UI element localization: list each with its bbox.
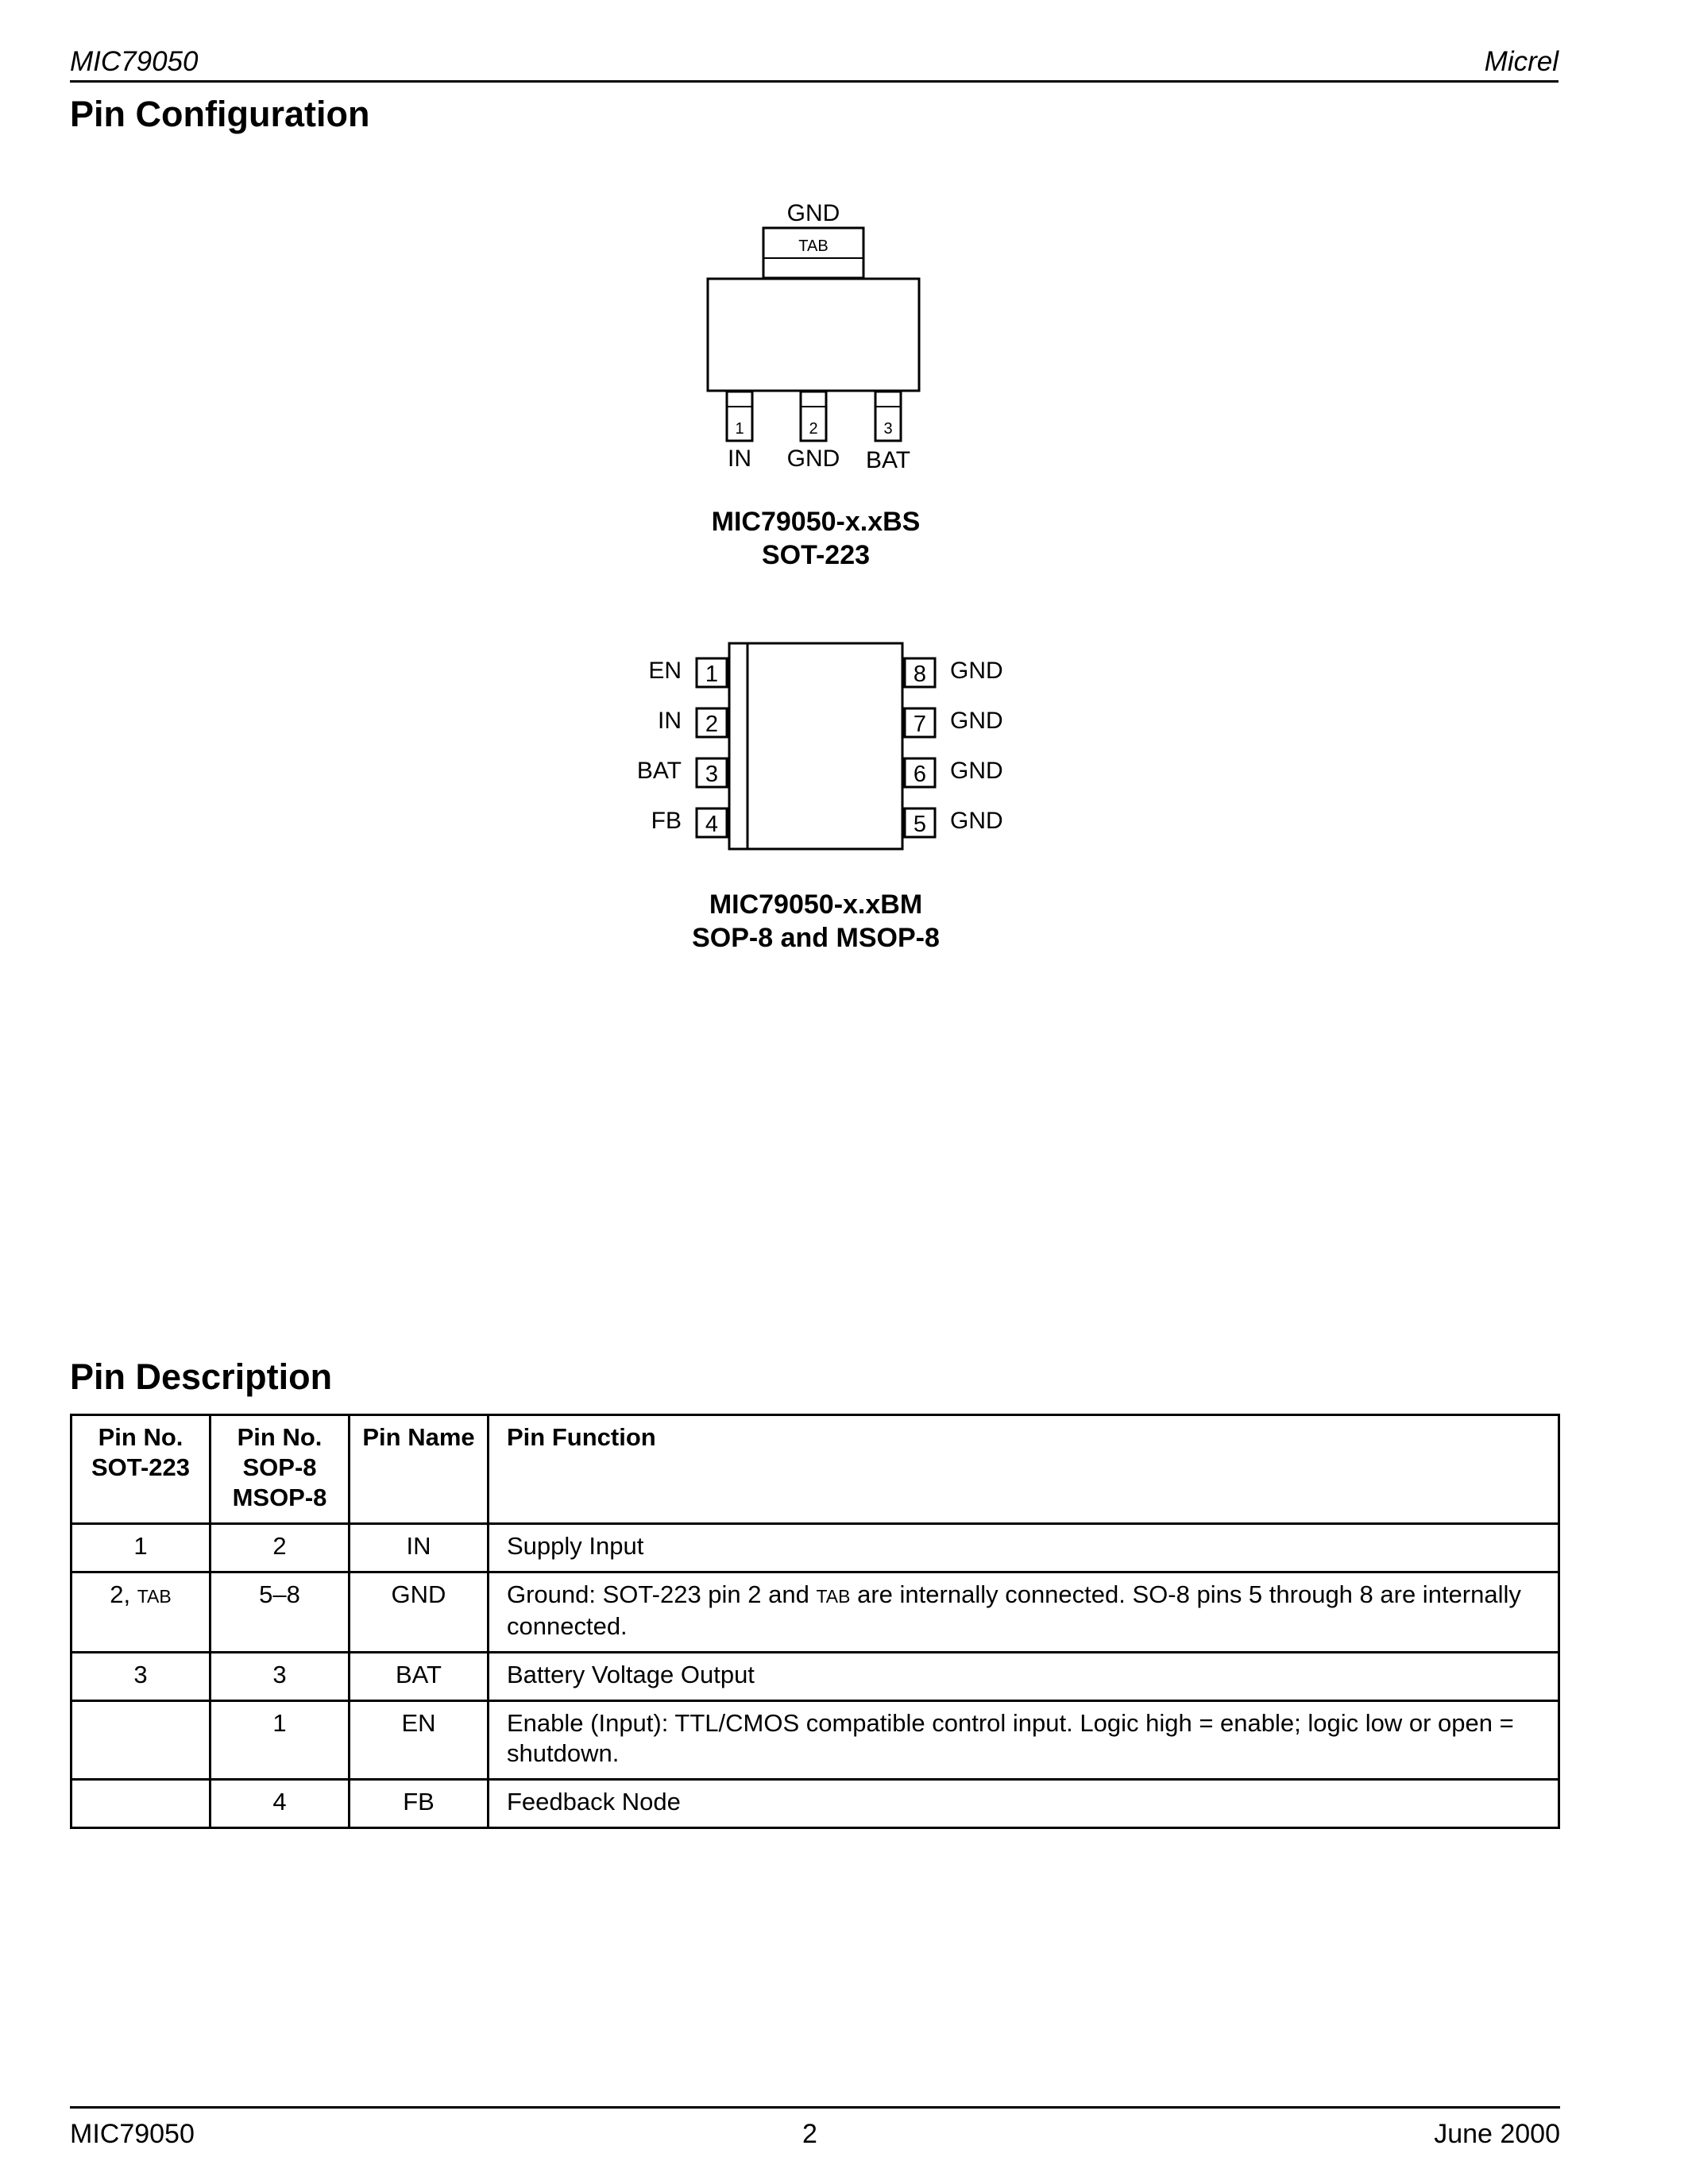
- table-row: [71, 1653, 1559, 1701]
- sot223-pin-2-num: 2: [809, 420, 818, 438]
- header-pin-sot223: Pin No. SOT-223: [71, 1415, 211, 1524]
- footer-date: June 2000: [1434, 2119, 1560, 2149]
- sop8-caption-line1: MIC79050-x.xBM: [709, 889, 923, 920]
- cell-name: FB: [350, 1780, 489, 1828]
- header-part-number: MIC79050: [70, 46, 199, 77]
- sot223-pin-2-name: GND: [786, 446, 840, 472]
- header-pin-sop8: Pin No. SOP-8 MSOP-8: [211, 1415, 350, 1524]
- sop8-pin-3-num: 3: [705, 762, 719, 787]
- sot223-pin-3-num: 3: [883, 420, 893, 438]
- cell-function: Ground: SOT-223 pin 2 and TAB are internally connected. SO-8 pins 5 through 8 are internally connected.: [489, 1572, 1559, 1653]
- cell-name: EN: [350, 1701, 489, 1780]
- sot223-top-label: GND: [786, 200, 840, 226]
- sop8-pin-8-name: GND: [950, 658, 1003, 684]
- sop8-pin-7-name: GND: [950, 708, 1003, 734]
- sop8-pin-5-num: 5: [913, 812, 927, 837]
- cell-sot: [71, 1701, 211, 1780]
- header-company: Micrel: [1484, 46, 1559, 77]
- sop8-pin-7-num: 7: [913, 712, 927, 737]
- sot223-diagram: [708, 200, 919, 473]
- cell-function: Feedback Node: [489, 1780, 1559, 1828]
- sop8-pin-4-name: FB: [651, 808, 682, 834]
- sop8-pin-1-num: 1: [705, 662, 719, 687]
- sot223-body: [708, 279, 919, 391]
- cell-sop: 4: [211, 1780, 350, 1828]
- header-pin-name: Pin Name: [350, 1415, 489, 1524]
- cell-sop: 1: [211, 1701, 350, 1780]
- cell-sop: 2: [211, 1524, 350, 1572]
- sop8-pin-4-num: 4: [705, 812, 719, 837]
- table-row: [71, 1780, 1559, 1828]
- header-pin-function: Pin Function: [489, 1415, 1559, 1524]
- pin-description-table: [70, 1414, 1560, 1829]
- table-row: [71, 1524, 1559, 1572]
- sot223-pin-1-num: 1: [735, 420, 744, 438]
- cell-sot: 1: [71, 1524, 211, 1572]
- cell-sop: 5–8: [211, 1572, 350, 1653]
- pin-config-title: Pin Configuration: [70, 94, 370, 134]
- cell-name: GND: [350, 1572, 489, 1653]
- sop8-pin-2-num: 2: [705, 712, 719, 737]
- table-row: [71, 1701, 1559, 1780]
- table-header-row: [71, 1415, 1559, 1524]
- pin-desc-title: Pin Description: [70, 1356, 333, 1397]
- cell-name: BAT: [350, 1653, 489, 1701]
- sop8-diagram: [637, 643, 1003, 849]
- sop8-pin-8-num: 8: [913, 662, 927, 687]
- sot223-pin-3-name: BAT: [865, 447, 911, 473]
- footer-page-number: 2: [802, 2119, 817, 2149]
- footer-rule: [70, 2106, 1560, 2109]
- cell-sop: 3: [211, 1653, 350, 1701]
- sop8-pin-2-name: IN: [658, 708, 682, 734]
- cell-function: Battery Voltage Output: [489, 1653, 1559, 1701]
- cell-sot: [71, 1780, 211, 1828]
- sop8-caption-line2: SOP-8 and MSOP-8: [692, 923, 940, 953]
- sop8-pin-1-name: EN: [648, 658, 682, 684]
- footer-part-number: MIC79050: [70, 2119, 195, 2149]
- cell-function: Enable (Input): TTL/CMOS compatible control input. Logic high = enable; logic low or open = shutdown.: [489, 1701, 1559, 1780]
- sop8-pin-6-name: GND: [950, 758, 1003, 784]
- table-row: [71, 1572, 1559, 1653]
- sop8-caption: [577, 888, 1054, 955]
- cell-sot: 2, TAB: [71, 1572, 211, 1653]
- sot223-pin-1-name: IN: [728, 446, 751, 472]
- cell-name: IN: [350, 1524, 489, 1572]
- sot223-caption: [577, 505, 1054, 572]
- cell-function: Supply Input: [489, 1524, 1559, 1572]
- cell-sot: 3: [71, 1653, 211, 1701]
- sop8-body: [729, 643, 902, 849]
- sop8-pin-5-name: GND: [950, 808, 1003, 834]
- sot223-tab-label: TAB: [798, 237, 829, 255]
- sot223-caption-line2: SOT-223: [761, 540, 871, 570]
- sot223-caption-line1: MIC79050-x.xBS: [711, 507, 921, 537]
- sop8-pin-3-name: BAT: [636, 758, 682, 784]
- sop8-pin-6-num: 6: [913, 762, 927, 787]
